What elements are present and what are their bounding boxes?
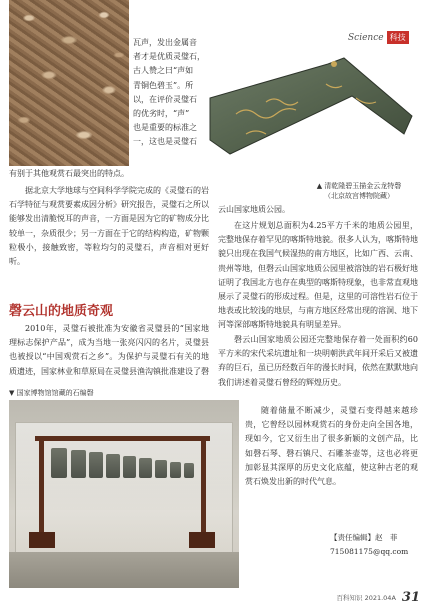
chime-stone	[51, 448, 67, 478]
chime-stone	[155, 460, 167, 478]
jade-chime-illustration	[206, 54, 416, 174]
paragraph-2: 据北京大学地球与空间科学学院完成的《灵璧石的岩石学特征与观赏要素成因分析》研究报告，灵璧石之所以能够发出清脆悦耳的声音，一方面是因为它的矿物成分比较单一，杂质很少；另一方面在于它的结构构造，矿物颗粒极小，接触致密，等粒均匀的灵璧石，声音相对更好听。	[9, 186, 209, 267]
section-tag-en: Science	[348, 32, 384, 43]
paragraph-3: 2010年，灵璧石被批准为安徽省灵璧县的“国家地理标志保护产品”，成为当地一张亮闪闪的名片，灵璧县也被授以“中国观赏石之乡”。为保护与灵璧石有关的地质遗迹，国家林业和草原局在灵璧县渔沟镇批准建设了磬	[9, 324, 209, 376]
page-footer	[300, 588, 420, 606]
section-heading-text: 磬云山的地质奇观	[9, 304, 114, 319]
chime-stone	[71, 450, 86, 478]
p1-line: 古人赞之曰“声如	[133, 66, 194, 76]
chime-stone	[89, 452, 103, 478]
p1-line: 也是重要的标准之	[133, 123, 197, 133]
bottom-photo-caption: ▼ 国家博物馆馆藏的石编磬	[9, 389, 94, 397]
paragraph-4: 云山国家地质公园。	[218, 205, 290, 214]
caption-line2: （北京故宫博物院藏）	[324, 192, 394, 200]
p1-line: 的优劣时，“声”	[133, 109, 190, 119]
chime-stone	[123, 456, 136, 478]
p1-line: 以，在评价灵璧石	[133, 94, 197, 104]
journal-issue: 百科知识 2021.04A	[336, 593, 396, 602]
chime-stone	[184, 463, 194, 478]
p1-line: 青铜色碧玉”。所	[133, 80, 194, 90]
paragraph-1-lines	[133, 36, 209, 150]
p1-line: 瓦声，发出金属音	[133, 38, 197, 47]
chime-rack-frame	[39, 438, 44, 538]
jade-chime-caption	[296, 181, 422, 201]
p1-line: 者才是优质灵璧石，	[133, 52, 205, 62]
stone-texture-photo	[9, 0, 129, 166]
exhibit-floor	[9, 552, 239, 588]
chime-rack-frame	[201, 438, 206, 538]
chime-stone	[170, 462, 181, 478]
caption-text-line1: 清乾隆碧玉描金云龙特磬	[324, 182, 402, 190]
bottom-caption-text: 国家博物馆馆藏的石编磬	[16, 389, 94, 397]
stone-chime-exhibit-photo	[9, 400, 239, 588]
chime-base	[189, 532, 215, 548]
section-heading	[9, 300, 209, 319]
chime-base	[29, 532, 55, 548]
chime-rack-beam	[35, 436, 210, 441]
editor-credit: 【责任编辑】赵 菲	[330, 533, 398, 542]
chime-stone	[106, 454, 120, 478]
editor-email: 715081175@qq.com	[330, 547, 409, 556]
section-tag	[348, 31, 409, 44]
section-tag-cn: 科技	[387, 31, 409, 44]
chime-stone	[139, 458, 152, 478]
jade-chime-photo	[206, 54, 416, 174]
p1-final-line: 有别于其他观赏石最突出的特点。	[9, 169, 129, 178]
paragraph-5: 在这片规划总面积为4.25平方千米的地质公园里，完整地保存着罕见的喀斯特地貌。很多人认为，喀斯特地貌只出现在我国气候湿热的南方地区，比如广西、云南、贵州等地，但磬云山国家地质公园里被溶蚀的岩石极好地证明了我国北方也存在典型的喀斯特现象，也非常直观地展示了灵璧石的形成过程。但是，这里的可溶性岩石位于地表或比较浅的地层，与南方地区经常出现的溶洞、地下河等深部喀斯特地貌具有明显差异。	[218, 221, 418, 330]
paragraph-6: 磬云山国家地质公园还完整地保存着一处面积约60平方米的宋代采坑遗址和一块明朝洪武年间开采后又被遗弃的巨石，虽已历经数百年的漫长时间，依然在默默地向我们讲述着灵璧石曾经的辉煌历史。	[218, 335, 418, 387]
page-number: 31	[401, 589, 420, 605]
caption-triangle-line1: ▲ 清乾隆碧玉描金云龙特磬	[316, 182, 402, 190]
paragraph-7: 随着储量不断减少，灵璧石变得越来越珍贵，它曾经以园林观赏石的身份走向全国各地，现如今，它又衍生出了很多新颖的文创产品，比如磬石琴、磬石镇尺、石雕茶壶等，这也必将更加彰显其深厚的历史文化底蕴，使这种古老的观赏石焕发出新的时代气息。	[245, 406, 418, 487]
p1-line: 一，这也是灵璧石	[133, 137, 197, 147]
